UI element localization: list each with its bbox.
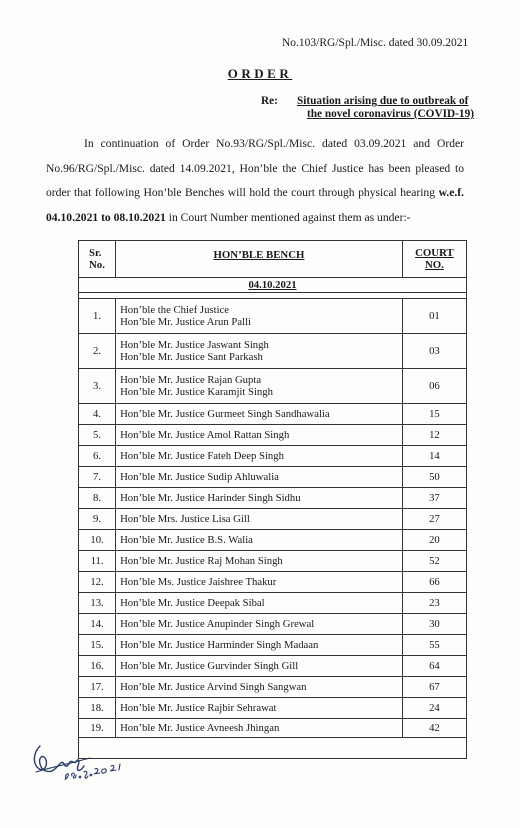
court-no-cell: 23 bbox=[402, 593, 466, 614]
order-title: ORDER bbox=[227, 66, 293, 81]
court-no-cell: 27 bbox=[402, 509, 466, 530]
judge-name: Hon’ble Mr. Justice B.S. Walia bbox=[120, 533, 253, 546]
sr-no-cell: 1. bbox=[79, 299, 116, 334]
table-row bbox=[79, 334, 467, 369]
bench-cell bbox=[116, 719, 403, 738]
sr-no-cell: 7. bbox=[79, 467, 116, 488]
header-court-line2: NO. bbox=[424, 259, 444, 271]
table-row bbox=[79, 551, 467, 572]
header-court-line1: COURT bbox=[415, 247, 454, 259]
bench-cell bbox=[116, 404, 403, 425]
sr-no-cell: 8. bbox=[79, 488, 116, 509]
judge-name: Hon’ble Mr. Justice Rajbir Sehrawat bbox=[120, 701, 277, 714]
body-period: w.e.f. 04.10.2021 to 08.10.2021 bbox=[46, 186, 464, 225]
sr-no-cell: 12. bbox=[79, 572, 116, 593]
table-row bbox=[79, 299, 467, 334]
bench-cell bbox=[116, 299, 403, 334]
court-no-cell: 37 bbox=[402, 488, 466, 509]
judge-name: Hon’ble Mr. Justice Anupinder Singh Grewal bbox=[120, 617, 315, 630]
judge-name: Hon’ble Mr. Justice Raj Mohan Singh bbox=[120, 554, 283, 567]
bench-cell bbox=[116, 551, 403, 572]
empty-row bbox=[79, 738, 467, 759]
judge-name: Hon’ble Mrs. Justice Lisa Gill bbox=[120, 512, 250, 525]
court-no-cell: 20 bbox=[402, 530, 466, 551]
sr-no-cell: 16. bbox=[79, 656, 116, 677]
bench-cell bbox=[116, 446, 403, 467]
bench-cell bbox=[116, 572, 403, 593]
sr-no-cell: 10. bbox=[79, 530, 116, 551]
table-row bbox=[79, 446, 467, 467]
table-row bbox=[79, 698, 467, 719]
table-row bbox=[79, 425, 467, 446]
judge-name: Hon’ble Mr. Justice Deepak Sibal bbox=[120, 596, 265, 609]
judge-name: Hon’ble Mr. Justice Sudip Ahluwalia bbox=[120, 470, 279, 483]
sr-no-cell: 6. bbox=[79, 446, 116, 467]
judge-name: Hon’ble Mr. Justice Gurmeet Singh Sandhawalia bbox=[120, 407, 330, 420]
table-row bbox=[79, 677, 467, 698]
table-header-row bbox=[79, 241, 467, 278]
subject-label: Re: bbox=[260, 95, 278, 107]
sr-no-cell: 2. bbox=[79, 334, 116, 369]
court-no-cell: 03 bbox=[402, 334, 466, 369]
header-sr-line2: No. bbox=[89, 259, 105, 271]
table-row bbox=[79, 488, 467, 509]
court-no-cell: 01 bbox=[402, 299, 466, 334]
table-row bbox=[79, 635, 467, 656]
judge-name: Hon’ble Mr. Justice Karamjit Singh bbox=[120, 386, 273, 398]
subject-line-1: Situation arising due to outbreak of bbox=[296, 95, 469, 107]
judge-name: Hon’ble Mr. Justice Avneesh Jhingan bbox=[120, 721, 280, 734]
bench-cell bbox=[116, 425, 403, 446]
bench-cell bbox=[116, 509, 403, 530]
bench-cell bbox=[116, 635, 403, 656]
bench-cell bbox=[116, 488, 403, 509]
handwritten-signature bbox=[28, 738, 132, 782]
header-bench: HON’BLE BENCH bbox=[116, 241, 403, 278]
judge-name: Hon’ble Mr. Justice Arun Palli bbox=[120, 316, 252, 328]
table-row bbox=[79, 614, 467, 635]
order-reference: No.103/RG/Spl./Misc. dated 30.09.2021 bbox=[282, 37, 469, 49]
court-no-cell: 14 bbox=[402, 446, 466, 467]
court-no-cell: 42 bbox=[402, 719, 466, 738]
sr-no-cell: 13. bbox=[79, 593, 116, 614]
sr-no-cell: 4. bbox=[79, 404, 116, 425]
sr-no-cell: 15. bbox=[79, 635, 116, 656]
table-row bbox=[79, 530, 467, 551]
judge-name: Hon’ble Mr. Justice Sant Parkash bbox=[120, 351, 263, 363]
table-row bbox=[79, 467, 467, 488]
bench-cell bbox=[116, 656, 403, 677]
sr-no-cell: 19. bbox=[79, 719, 116, 738]
bench-cell bbox=[116, 467, 403, 488]
bench-cell bbox=[116, 593, 403, 614]
bench-table bbox=[78, 240, 467, 759]
subject-block bbox=[260, 95, 474, 121]
table-row bbox=[79, 509, 467, 530]
sr-no-cell: 18. bbox=[79, 698, 116, 719]
table-row bbox=[79, 369, 467, 404]
judge-name: Hon’ble the Chief Justice bbox=[120, 303, 230, 316]
header-sr-no bbox=[79, 241, 116, 278]
judge-name: Hon’ble Mr. Justice Harinder Singh Sidhu bbox=[120, 491, 301, 504]
date-row bbox=[79, 278, 467, 293]
judge-name: Hon’ble Ms. Justice Jaishree Thakur bbox=[120, 575, 277, 588]
sr-no-cell: 14. bbox=[79, 614, 116, 635]
court-no-cell: 15 bbox=[402, 404, 466, 425]
court-no-cell: 52 bbox=[402, 551, 466, 572]
table-row bbox=[79, 404, 467, 425]
bench-cell bbox=[116, 614, 403, 635]
court-no-cell: 50 bbox=[402, 467, 466, 488]
judge-name: Hon’ble Mr. Justice Harminder Singh Madaan bbox=[120, 638, 319, 651]
judge-name: Hon’ble Mr. Justice Fateh Deep Singh bbox=[120, 449, 284, 462]
sr-no-cell: 5. bbox=[79, 425, 116, 446]
court-no-cell: 66 bbox=[402, 572, 466, 593]
bench-cell bbox=[116, 530, 403, 551]
table-row bbox=[79, 656, 467, 677]
header-court-no bbox=[402, 241, 466, 278]
bench-cell bbox=[116, 698, 403, 719]
court-no-cell: 24 bbox=[402, 698, 466, 719]
table-row bbox=[79, 593, 467, 614]
court-no-cell: 30 bbox=[402, 614, 466, 635]
judge-name: Hon’ble Mr. Justice Gurvinder Singh Gill bbox=[120, 659, 299, 672]
judge-name: Hon’ble Mr. Justice Jaswant Singh bbox=[120, 338, 269, 351]
judge-name: Hon’ble Mr. Justice Rajan Gupta bbox=[120, 373, 262, 386]
order-body bbox=[46, 132, 464, 231]
sr-no-cell: 17. bbox=[79, 677, 116, 698]
body-text-part2: in Court Number mentioned against them as under:- bbox=[168, 211, 411, 225]
header-sr-line1: Sr. bbox=[89, 247, 102, 259]
sr-no-cell: 9. bbox=[79, 509, 116, 530]
court-no-cell: 55 bbox=[402, 635, 466, 656]
table-row bbox=[79, 719, 467, 738]
bench-cell bbox=[116, 334, 403, 369]
subject-line-2: the novel coronavirus (COVID-19) bbox=[306, 108, 474, 120]
court-no-cell: 67 bbox=[402, 677, 466, 698]
table-row bbox=[79, 572, 467, 593]
sr-no-cell: 3. bbox=[79, 369, 116, 404]
judge-name: Hon’ble Mr. Justice Amol Rattan Singh bbox=[120, 428, 290, 441]
bench-cell bbox=[116, 677, 403, 698]
court-no-cell: 06 bbox=[402, 369, 466, 404]
judge-name: Hon’ble Mr. Justice Arvind Singh Sangwan bbox=[120, 680, 307, 693]
bench-cell bbox=[116, 369, 403, 404]
hearing-date: 04.10.2021 bbox=[79, 278, 467, 293]
court-no-cell: 12 bbox=[402, 425, 466, 446]
sr-no-cell: 11. bbox=[79, 551, 116, 572]
court-no-cell: 64 bbox=[402, 656, 466, 677]
body-text-part1: In continuation of Order No.93/RG/Spl./Misc. dated 03.09.2021 and Order No.96/RG/Spl./Misc. dated 14.09.2021, Hon’ble the Chief Justice has been pleased to order that following Hon’ble Benches will hold the court through physical hearing bbox=[46, 137, 464, 200]
